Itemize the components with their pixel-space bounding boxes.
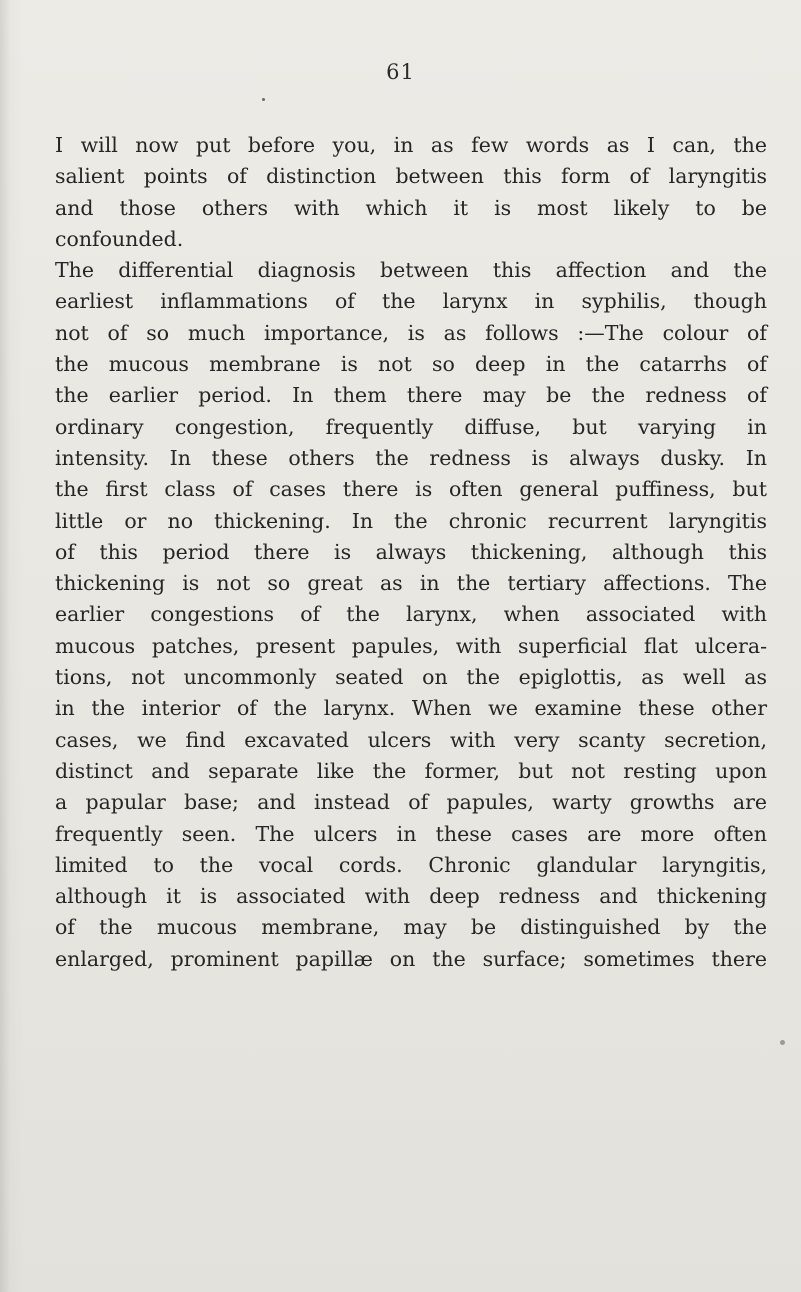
text-line: a papular base; and instead of papules, warty growths are [55, 790, 767, 815]
text-line: ordinary congestion, frequently diffuse, but varying in [55, 414, 767, 439]
text-line: not of so much importance, is as follows :—The colour of [55, 320, 767, 345]
body-text [55, 130, 767, 975]
text-line: and those others with which it is most likely to be [55, 195, 767, 220]
text-line: distinct and separate like the former, but not resting upon [55, 758, 767, 783]
text-line: enlarged, prominent papillæ on the surface; sometimes there [55, 946, 767, 971]
text-line: confounded. [55, 226, 184, 251]
text-line: although it is associated with deep redness and thickening [55, 884, 767, 909]
text-line: the earlier period. In them there may be the redness of [55, 383, 767, 408]
text-line: limited to the vocal cords. Chronic glandular laryngitis, [55, 852, 767, 877]
text-line: tions, not uncommonly seated on the epiglottis, as well as [55, 665, 767, 690]
text-line: of this period there is always thickening, although this [55, 539, 767, 564]
text-line: I will now put before you, in as few words as I can, the [55, 133, 767, 157]
text-line: The differential diagnosis between this affection and the [55, 258, 767, 283]
text-line: the first class of cases there is often general puffiness, but [55, 477, 767, 502]
text-line: earliest inflammations of the larynx in syphilis, though [55, 289, 767, 314]
ink-speck [780, 1040, 785, 1045]
text-line: cases, we find excavated ulcers with very scanty secretion, [55, 727, 767, 752]
text-line: little or no thickening. In the chronic recurrent laryngitis [55, 508, 767, 533]
text-line: intensity. In these others the redness is always dusky. In [55, 445, 767, 470]
ink-speck [262, 98, 265, 101]
text-line: thickening is not so great as in the tertiary affections. The [55, 571, 767, 596]
text-line: frequently seen. The ulcers in these cases are more often [55, 821, 767, 846]
page-number: 61 [386, 60, 415, 84]
text-line: earlier congestions of the larynx, when associated with [55, 602, 767, 627]
text-line: of the mucous membrane, may be distinguished by the [55, 915, 767, 940]
text-line: salient points of distinction between this form of laryngitis [55, 164, 767, 189]
text-line: in the interior of the larynx. When we examine these other [55, 696, 767, 721]
text-line: mucous patches, present papules, with superficial flat ulcera- [55, 633, 767, 658]
text-line: the mucous membrane is not so deep in the catarrhs of [55, 352, 767, 377]
